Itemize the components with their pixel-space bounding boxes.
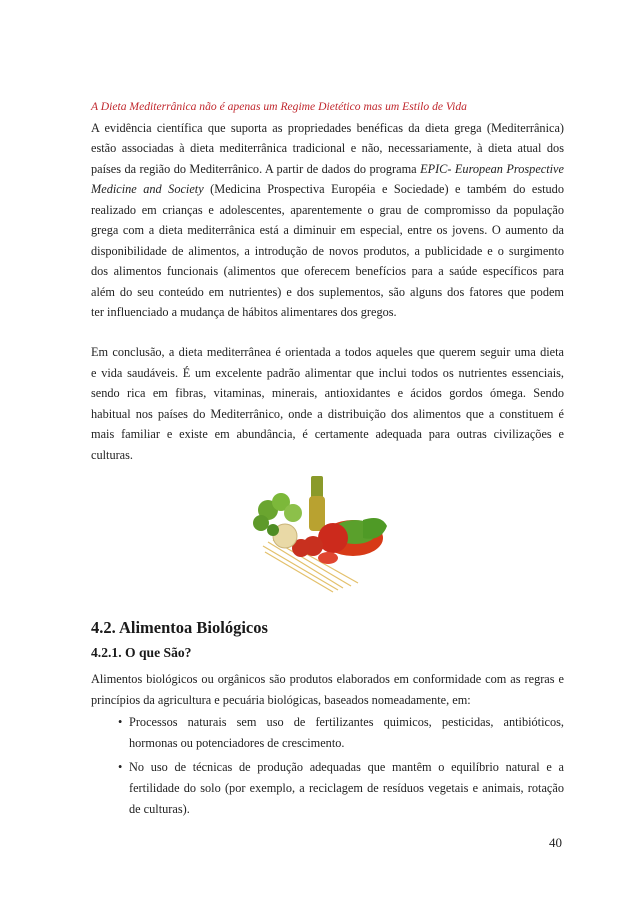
section-block-1 — [91, 97, 564, 323]
text-line: Alimentos biológicos ou orgânicos são produtos elaborados em conformidade com as regras e — [91, 672, 564, 686]
heading-4-2: 4.2. Alimentoa Biológicos — [91, 618, 268, 637]
text-line: além do seu conteúdo em nutrientes) e dos suplementos, são alguns dos fatores que podem — [91, 284, 564, 299]
bullet-icon: • — [118, 715, 123, 729]
text-line: ter influenciado a mudança de hábitos alimentares dos gregos. — [91, 305, 397, 319]
page-number: 40 — [549, 835, 562, 850]
text-line: A evidência científica que suporta as propriedades benéficas da dieta grega (Mediterrânica) — [91, 120, 564, 135]
text-line: grega com a dieta mediterrânica está a diminuir em especial, entre os jovens. O aumento da — [91, 223, 564, 237]
paragraph-3 — [91, 669, 564, 710]
list-item-line: No uso de técnicas de produção adequadas que mantêm o equilíbrio natural e a — [129, 760, 564, 774]
text-line: países da região do Mediterrânico. A partir de dados do programa EPIC- European Prospective — [91, 161, 564, 176]
list-item — [91, 712, 564, 754]
heading-4-2-1: 4.2.1. O que São? — [91, 645, 192, 660]
text-line: princípios da agricultura e pecuária biológicas, baseados nomeadamente, em: — [91, 692, 471, 707]
list-item-line: de culturas). — [129, 802, 190, 816]
text-line: dos alimentos funcionais (alimentos que oferecem benefícios para a saúde específicos para — [91, 264, 564, 278]
list-item-line: hormonas ou potenciadores de crescimento. — [129, 736, 345, 750]
paragraph-2 — [91, 342, 564, 465]
text-line: disponibilidade de alimentos, a introdução de novos produtos, a publicidade e o surgimento — [91, 243, 564, 258]
text-line: realizado em crianças e adolescentes, aparentemente o grau de compromisso da população — [91, 202, 564, 217]
paragraph-1 — [91, 118, 564, 323]
section-title: A Dieta Mediterrânica não é apenas um Regime Dietético mas um Estilo de Vida — [91, 100, 467, 113]
text-line: e vida saudáveis. É um excelente padrão alimentar que inclui todos os nutrientes essenciais, — [91, 365, 564, 380]
list-item-line: Processos naturais sem uso de fertilizantes quimicos, pesticidas, antibióticos, — [129, 715, 564, 729]
list-item — [91, 757, 564, 820]
text-line: Medicine and Society (Medicina Prospectiva Européia e Sociedade) e também do estudo — [91, 182, 564, 196]
text-line: Em conclusão, a dieta mediterrânea é orientada a todos aqueles que querem seguir uma dieta — [91, 345, 564, 359]
text-line: sendo rica em fibras, vitaminas, minerais, antioxidantes e ácidos gordos ómega. Sendo — [91, 386, 564, 400]
text-line: estão associadas à dieta mediterrânica tradicional e não, necessariamente, à dieta atual dos — [91, 141, 564, 155]
text-line: habitual nos países do Mediterrânico, onde a distribuição dos alimentos que a constituem é — [91, 406, 564, 421]
text-line: mais familiar e existe em abundância, é certamente adequada para outras civilizações e — [91, 427, 564, 441]
list-item-line: fertilidade do solo (por exemplo, a reciclagem de resíduos vegetais e animais, rotação — [129, 781, 564, 795]
mediterranean-food-image — [243, 468, 393, 593]
bullet-list — [91, 712, 564, 820]
bullet-icon: • — [118, 760, 123, 774]
text-line: culturas. — [91, 447, 134, 462]
